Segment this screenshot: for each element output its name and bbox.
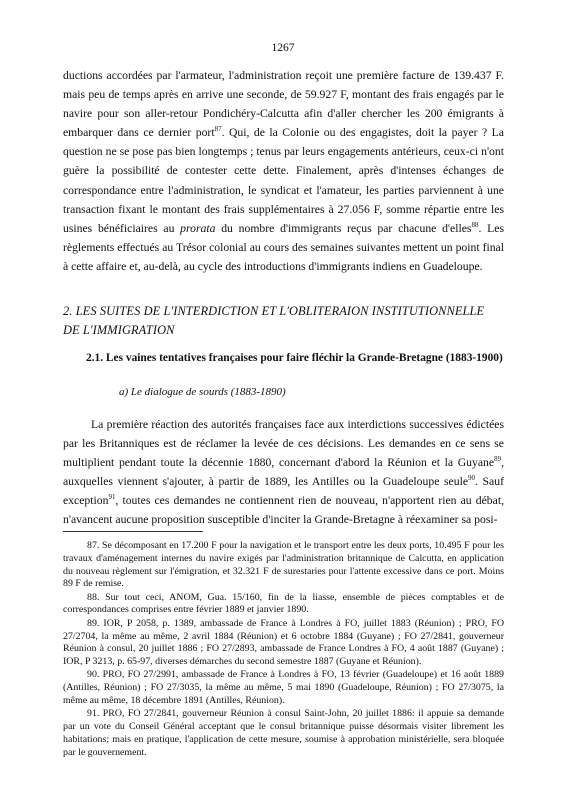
footnote-88: 88. Sur tout ceci, ANOM, Gua. 15/160, fin de la liasse, ensemble de pièces comptables et de correspondances comprises entre février 1889 et janvier 1890. — [63, 591, 504, 616]
intro-text-emphasis: prorata — [180, 221, 216, 235]
second-text-a: La première réaction des autorités françaises face aux interdictions successives édictées par les Britanniques est de réclamer la levée de ces décisions. Les demandes en ce sens se multiplient pendant toute la décennie 1880, concernant d'abord la Réunion et la Guyane — [63, 418, 504, 470]
intro-text-a: ductions accordées par l'armateur, l'administration reçoit une première facture de 139.437 F. mais peu de temps après en arrive une seconde, de 59.927 F, montant des frais engagés par le navire pour son aller-retour Pondichéry-Calcutta afin d'aller chercher les 200 émigrants à embarquer dans ce dernier port — [63, 69, 504, 140]
footnote-divider — [63, 531, 203, 532]
subsection-heading: 2.1. Les vaines tentatives françaises pour faire fléchir la Grande-Bretagne (1883-1900) — [86, 352, 503, 364]
second-paragraph — [63, 415, 504, 530]
footnote-87: 87. Se décomposant en 17.200 F pour la navigation et le transport entre les deux ports, 10.495 F pour les travaux d'aménagement internes du navire exigés par l'administration britannique de Calcutta, en application du nouveau règlement sur l'émigration, et 32.321 F de surestaries pour l'attente excessive dans ce port. Moins 89 F de remise. — [63, 540, 504, 590]
second-text-c: . Sauf exception — [63, 475, 504, 508]
intro-paragraph — [63, 66, 504, 276]
footnote-ref-87[interactable]: 87 — [214, 125, 222, 134]
footnote-ref-90[interactable]: 90 — [468, 474, 476, 483]
page-number: 1267 — [271, 42, 295, 54]
section-heading: 2. LES SUITES DE L'INTERDICTION ET L'OBLITERAION INSTITUTIONNELLE DE L'IMMIGRATION — [63, 304, 485, 337]
footnote-ref-88[interactable]: 88 — [471, 220, 479, 229]
subsubsection-heading: a) Le dialogue de sourds (1883-1890) — [119, 386, 286, 398]
footnote-90: 90. PRO, FO 27/2991, ambassade de France à Londres à FO, 13 février (Guadeloupe) et 16 août 1889 (Antilles, Réunion) ; FO 27/3035, la même au même, 5 mai 1890 (Guadeloupe, Réunion) ; FO 27/3075, la même au même, 18 décembre 1891 (Antilles, Réunion). — [63, 669, 504, 707]
intro-text-d: . Les règlements effectués au Trésor colonial au cours des semaines suivantes mettent un point final à cette affaire et, au-delà, au cycle des introductions d'immigrants indiens en Guadeloupe. — [63, 221, 505, 273]
intro-text-b: . Qui, de la Colonie ou des engagistes, doit la payer ? La question ne se pose pas bien longtemps ; tenus par leurs engagements antérieurs, ceux-ci n'ont guère la possibilité de contester cette dette. Finalement, après d'intenses échanges de correspondance entre l'administration, le syndicat et l'amateur, les parties parviennent à une transaction fixant le montant des frais supplémentaires à 27.056 F, somme répartie entre les usines bénéficiaires au — [63, 126, 504, 235]
second-text-b: , auxquelles viennent s'ajouter, à partir de 1889, les Antilles ou la Guadeloupe seule — [63, 456, 504, 489]
footnote-91: 91. PRO, FO 27/2841, gouverneur Réunion à consul Saint-John, 20 juillet 1886: il appuie sa demande par un vote du Conseil Général acceptant que le consul britannique puisse désormais visiter librement les habitations; mais en pratique, l'application de cette mesure, soumise à approbation ministérielle, sera bloquée par le gouvernement. — [63, 708, 504, 758]
footnote-ref-89[interactable]: 89 — [494, 455, 502, 464]
footnote-89: 89. IOR, P 2058, p. 1389, ambassade de France à Londres à FO, juillet 1883 (Réunion) ; PRO, FO 27/2704, la même au même, 2 avril 1884 (Réunion) et 6 octobre 1884 (Guyane) ; FO 27/2841, gouverneur Réunion à consul, 20 juillet 1886 ; FO 27/2893, ambassade de France Londres à FO, 4 août 1887 (Guyane) ; IOR, P 3213, p. 65-97, diverses démarches du second semestre 1887 (Guyane et Réunion). — [63, 617, 504, 668]
second-text-d: , toutes ces demandes ne contiennent rien de nouveau, n'apportent rien au débat, n'avancent aucune proposition susceptible d'inciter la Grande-Bretagne à réexaminer sa posi- — [63, 494, 504, 527]
footnotes — [63, 540, 504, 760]
intro-text-c: du nombre d'immigrants reçus par chacune d'elles — [215, 221, 472, 235]
footnote-ref-91[interactable]: 91 — [108, 493, 116, 502]
